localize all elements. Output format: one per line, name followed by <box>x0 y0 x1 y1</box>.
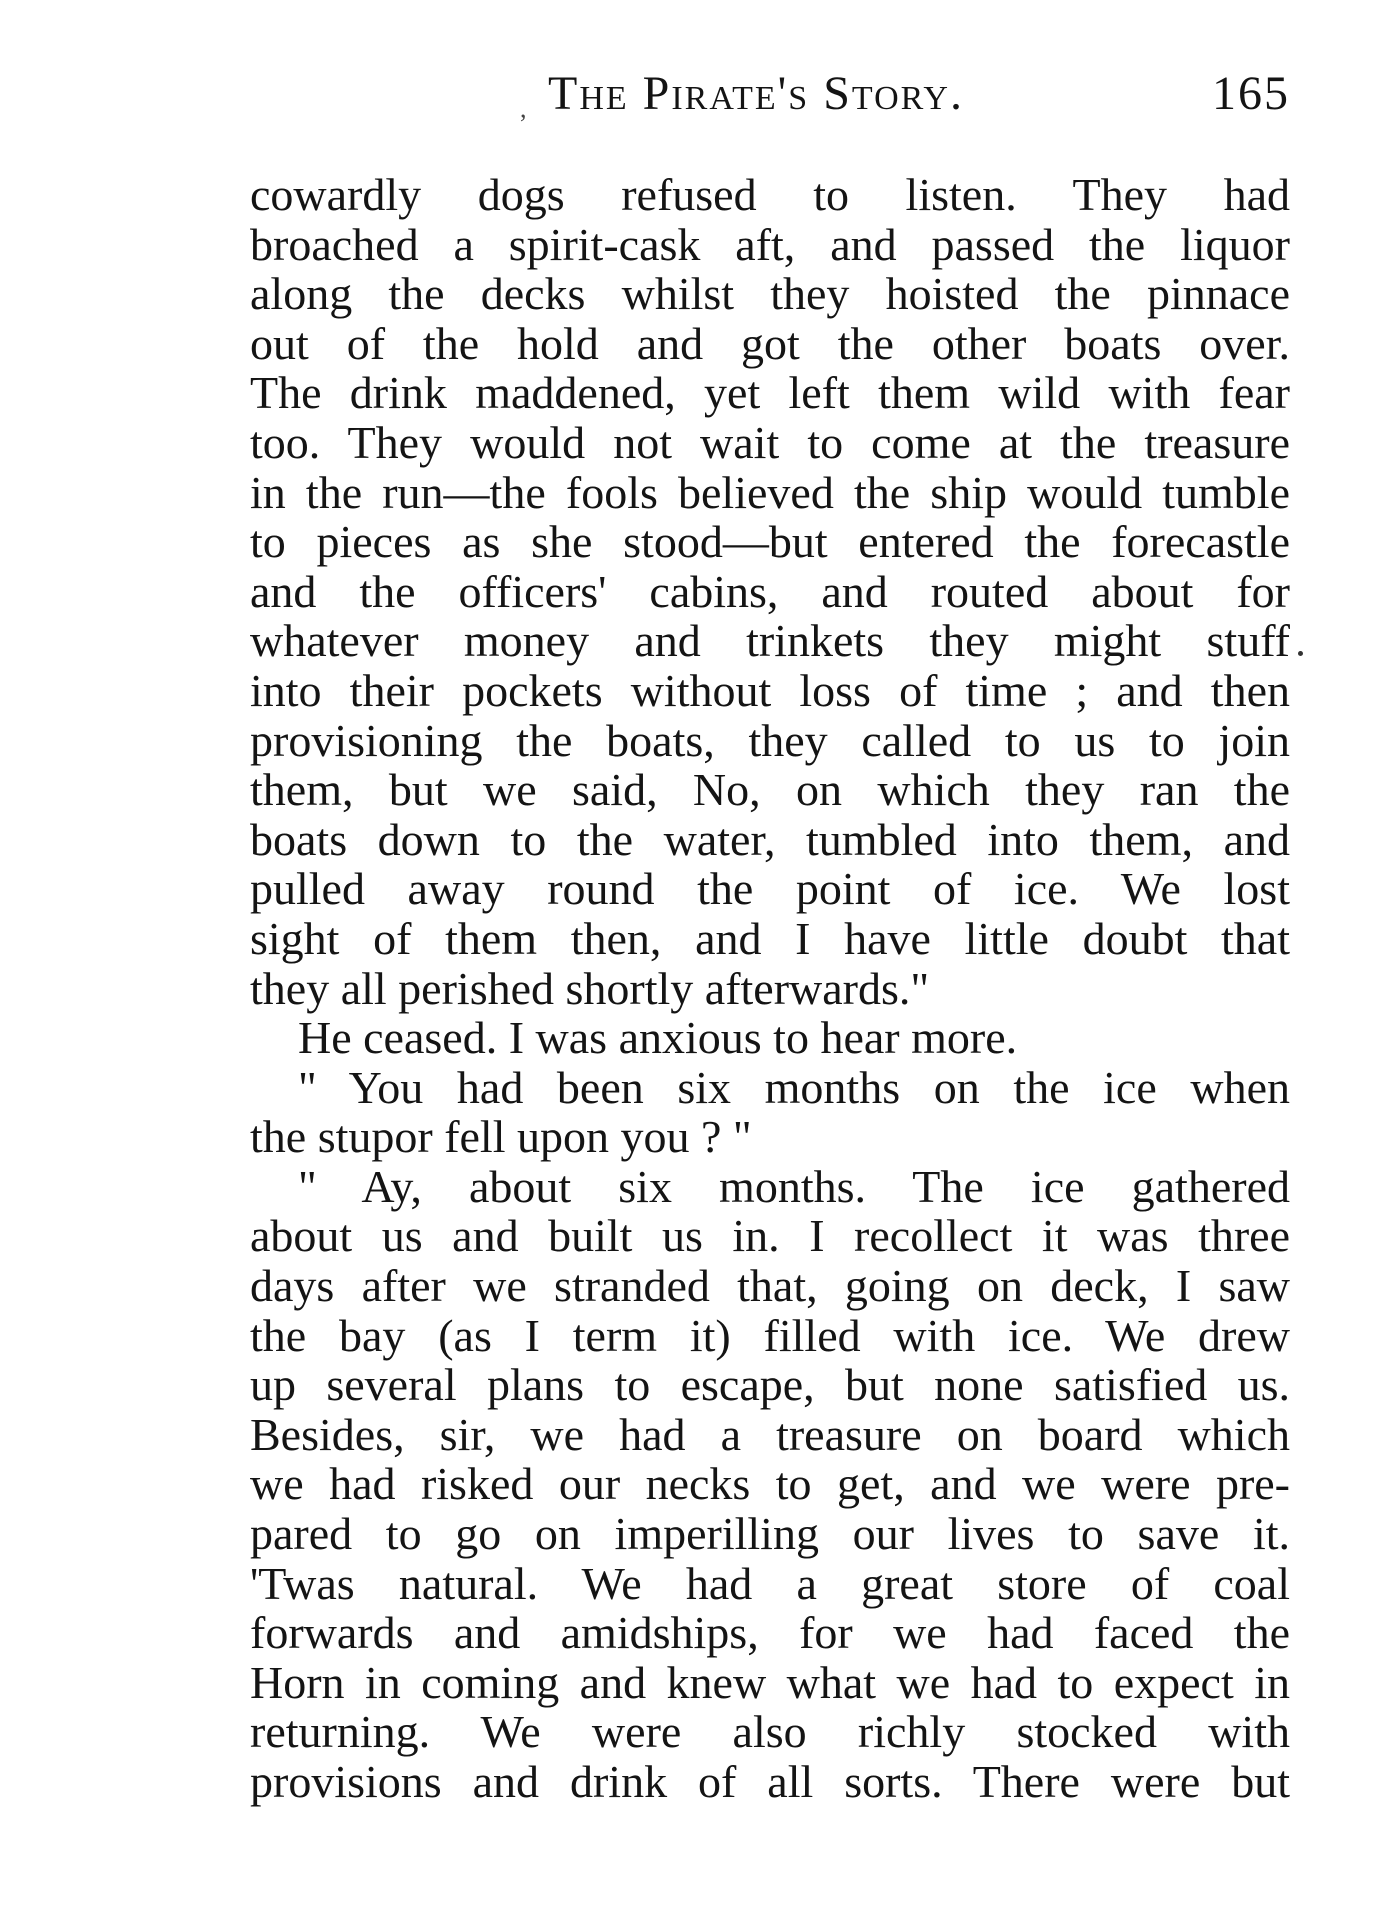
text-line: broached a spirit-cask aft, and passed the liquor <box>250 218 1290 270</box>
text-line: up several plans to escape, but none satisfied us. <box>250 1359 1290 1411</box>
text-line: Besides, sir, we had a treasure on board which <box>250 1408 1290 1460</box>
text-line: The drink maddened, yet left them wild with fear <box>250 367 1290 419</box>
text-line: days after we stranded that, going on deck, I saw <box>250 1260 1290 1312</box>
text-line: they all perished shortly afterwards." <box>250 962 930 1014</box>
text-line: the bay (as I term it) filled with ice. We drew <box>250 1309 1290 1361</box>
page-header <box>250 66 1290 136</box>
text-line: " Ay, about six months. The ice gathered <box>298 1160 1290 1212</box>
text-line: pared to go on imperilling our lives to save it. <box>250 1508 1290 1560</box>
page-number: 165 <box>1212 67 1290 120</box>
text-line: the stupor fell upon you ? " <box>250 1111 752 1163</box>
text-line: " You had been six months on the ice when <box>298 1061 1290 1113</box>
text-line: sight of them then, and I have little doubt that <box>250 912 1290 964</box>
text-line: Horn in coming and knew what we had to expect in <box>250 1656 1290 1708</box>
text-line: too. They would not wait to come at the treasure <box>250 416 1290 468</box>
text-line: cowardly dogs refused to listen. They had <box>250 169 1290 220</box>
text-line: returning. We were also richly stocked with <box>250 1706 1290 1758</box>
text-line: out of the hold and got the other boats over. <box>250 317 1290 369</box>
text-line: forwards and amidships, for we had faced the <box>250 1607 1290 1659</box>
text-line: provisions and drink of all sorts. There were but <box>250 1756 1290 1807</box>
ink-speck <box>1298 651 1303 656</box>
text-line: whatever money and trinkets they might stuff <box>250 615 1290 667</box>
text-line: He ceased. I was anxious to hear more. <box>298 1012 1018 1064</box>
text-line: along the decks whilst they hoisted the pinnace <box>250 268 1290 320</box>
text-line: about us and built us in. I recollect it was three <box>250 1210 1290 1262</box>
stray-mark: , <box>520 94 527 123</box>
text-line: 'Twas natural. We had a great store of coal <box>250 1557 1290 1609</box>
body-text <box>250 170 1290 1807</box>
text-line: and the officers' cabins, and routed about for <box>250 565 1290 617</box>
running-title: The Pirate's Story. <box>548 67 964 120</box>
text-line: in the run—the fools believed the ship would tumble <box>250 466 1290 518</box>
text-line: into their pockets without loss of time ; and then <box>250 664 1290 716</box>
text-line: provisioning the boats, they called to us to join <box>250 714 1290 766</box>
text-line: to pieces as she stood—but entered the forecastle <box>250 516 1290 568</box>
text-line: we had risked our necks to get, and we were pre- <box>250 1458 1290 1510</box>
text-line: boats down to the water, tumbled into them, and <box>250 813 1290 865</box>
text-line: pulled away round the point of ice. We lost <box>250 863 1290 915</box>
text-line: them, but we said, No, on which they ran the <box>250 764 1290 816</box>
